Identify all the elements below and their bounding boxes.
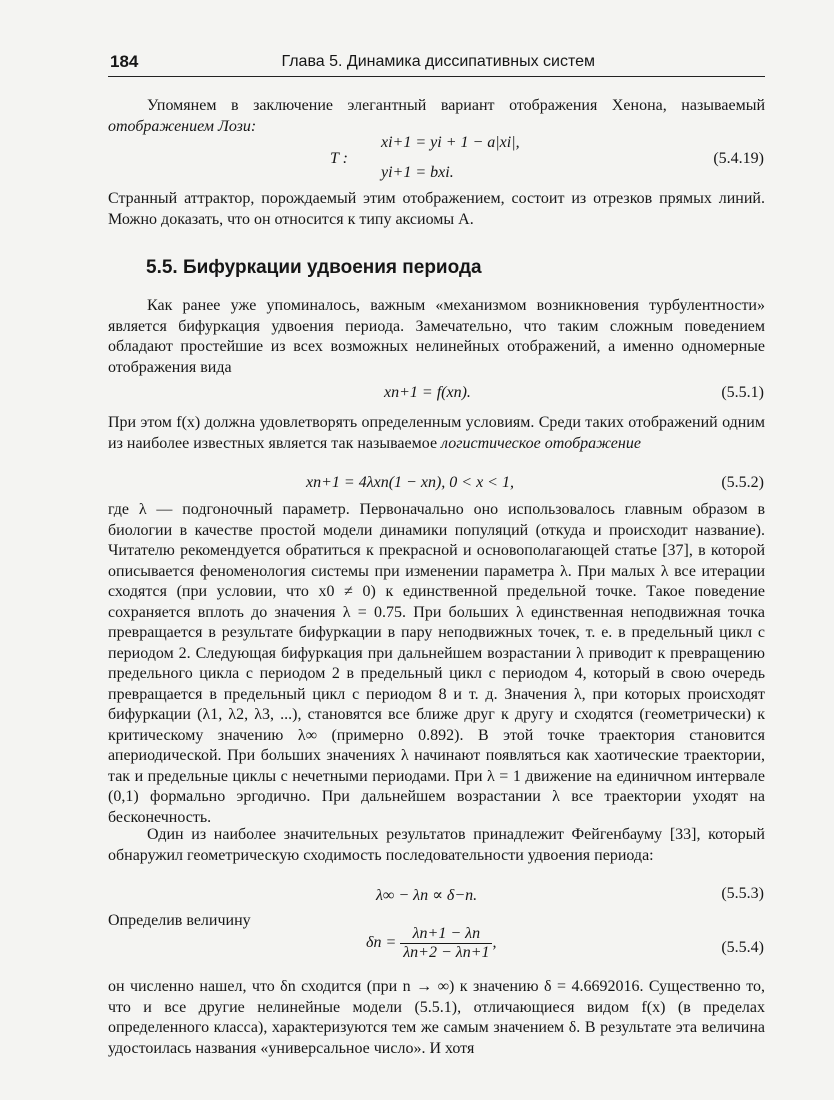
- eq-number-5-5-2: (5.5.2): [721, 474, 764, 491]
- eq-number-5-5-4: (5.5.4): [721, 939, 764, 956]
- t-label: T :: [330, 150, 348, 167]
- eq-number-5-5-3: (5.5.3): [721, 885, 764, 902]
- fraction-tail: ,: [492, 934, 497, 952]
- paragraph-2: [108, 413, 765, 454]
- paragraph-6: он численно нашел, что δn сходится (при n → ∞) к значению δ = 4.6692016. Существенно то, что и все другие нелинейные модели (5.5.1), отличающиеся видом f(x) (в пределах определенного класса), характеризуются тем же самым значением δ. В результате эта величина удостоилась названия «универсальное число». И хотя: [108, 978, 765, 1057]
- lozi-eq-y: yi+1 = bxi.: [381, 164, 454, 181]
- fraction-denominator: λn+2 − λn+1: [403, 944, 490, 961]
- intro-lead: Упомянем в заключение элегантный вариант отображения Хенона, называемый: [147, 97, 765, 114]
- equation-5-5-2: xn+1 = 4λxn(1 − xn), 0 < x < 1,: [306, 474, 514, 491]
- page-header: [108, 52, 765, 77]
- delta-fraction: [400, 925, 492, 962]
- paragraph-1: Как ранее уже упоминалось, важным «механизмом возникновения турбулентности» является бифуркация удвоения периода. Замечательно, что таким сложным поведением обладают простейшие из всех возможных нелинейных отображений, а именно одномерные отображения вида: [108, 297, 765, 376]
- section-title: 5.5. Бифуркации удвоения периода: [146, 257, 482, 278]
- fraction-numerator: λn+1 − λn: [400, 925, 492, 944]
- eq-number-5-4-19: (5.4.19): [713, 150, 764, 167]
- paragraph-4: Один из наиболее значительных результатов принадлежит Фейгенбауму [33], который обнаружил геометрическую сходимость последовательности удвоения периода:: [108, 826, 765, 864]
- intro-paragraph: [108, 96, 765, 137]
- paragraph-3: где λ — подгоночный параметр. Первоначально оно использовалось главным образом в биологии в качестве простой модели динамики популяций (откуда и происходит название). Читателю рекомендуется обратиться к прекрасной и основополагающей статье [37], в которой описывается феноменология системы при изменении параметра λ. При малых λ все итерации сходятся (при условии, что x0 ≠ 0) к единственной предельной точке. Такое поведение сохраняется вплоть до значения λ = 0.75. При больших λ единственная неподвижная точка превращается в результате бифуркации в пару неподвижных точек, т. е. в предельный цикл с периодом 2. Следующая бифуркация при дальнейшем возрастании λ приводит к превращению предельного цикла с периодом 2 в предельный цикл с периодом 4, который в свою очередь превращается в предельный цикл с периодом 8 и т. д. Значения λ, при которых происходят бифуркации (λ1, λ2, λ3, ...), становятся все ближе друг к другу и сходятся (геометрически) к критическому значению λ∞ (примерно 0.892). В этой точке траектория становится апериодической. При больших значениях λ начинают появляться как хаотические траектории, так и предельные циклы с нечетными периодами. При λ = 1 движение на единичном интервале (0,1) формально эргодично. При дальнейшем возрастании λ все траектории уходят на бесконечность.: [108, 501, 765, 826]
- equation-5-5-1: xn+1 = f(xn).: [384, 384, 471, 401]
- attractor-paragraph: Странный аттрактор, порождаемый этим отображением, состоит из отрезков прямых линий. Можно доказать, что он относится к типу аксиомы А.: [108, 190, 765, 228]
- paragraph-2-text: При этом f(x) должна удовлетворять определенным условиям. Среди таких отображений одним из наиболее известных является так называемое: [108, 414, 765, 452]
- eq-number-5-5-1: (5.5.1): [721, 384, 764, 401]
- lozi-eq-x: xi+1 = yi + 1 − a|xi|,: [381, 134, 520, 151]
- delta-lhs: δn =: [366, 934, 397, 952]
- equation-5-5-4: [366, 925, 496, 962]
- running-title: Глава 5. Динамика диссипативных систем: [281, 53, 595, 70]
- logistic-map-term: логистическое отображение: [441, 434, 641, 452]
- equation-5-5-3: λ∞ − λn ∝ δ−n.: [376, 887, 478, 904]
- lozi-term: отображением Лози:: [108, 117, 257, 135]
- page-number: 184: [110, 52, 139, 71]
- paragraph-5: Определив величину: [108, 912, 251, 929]
